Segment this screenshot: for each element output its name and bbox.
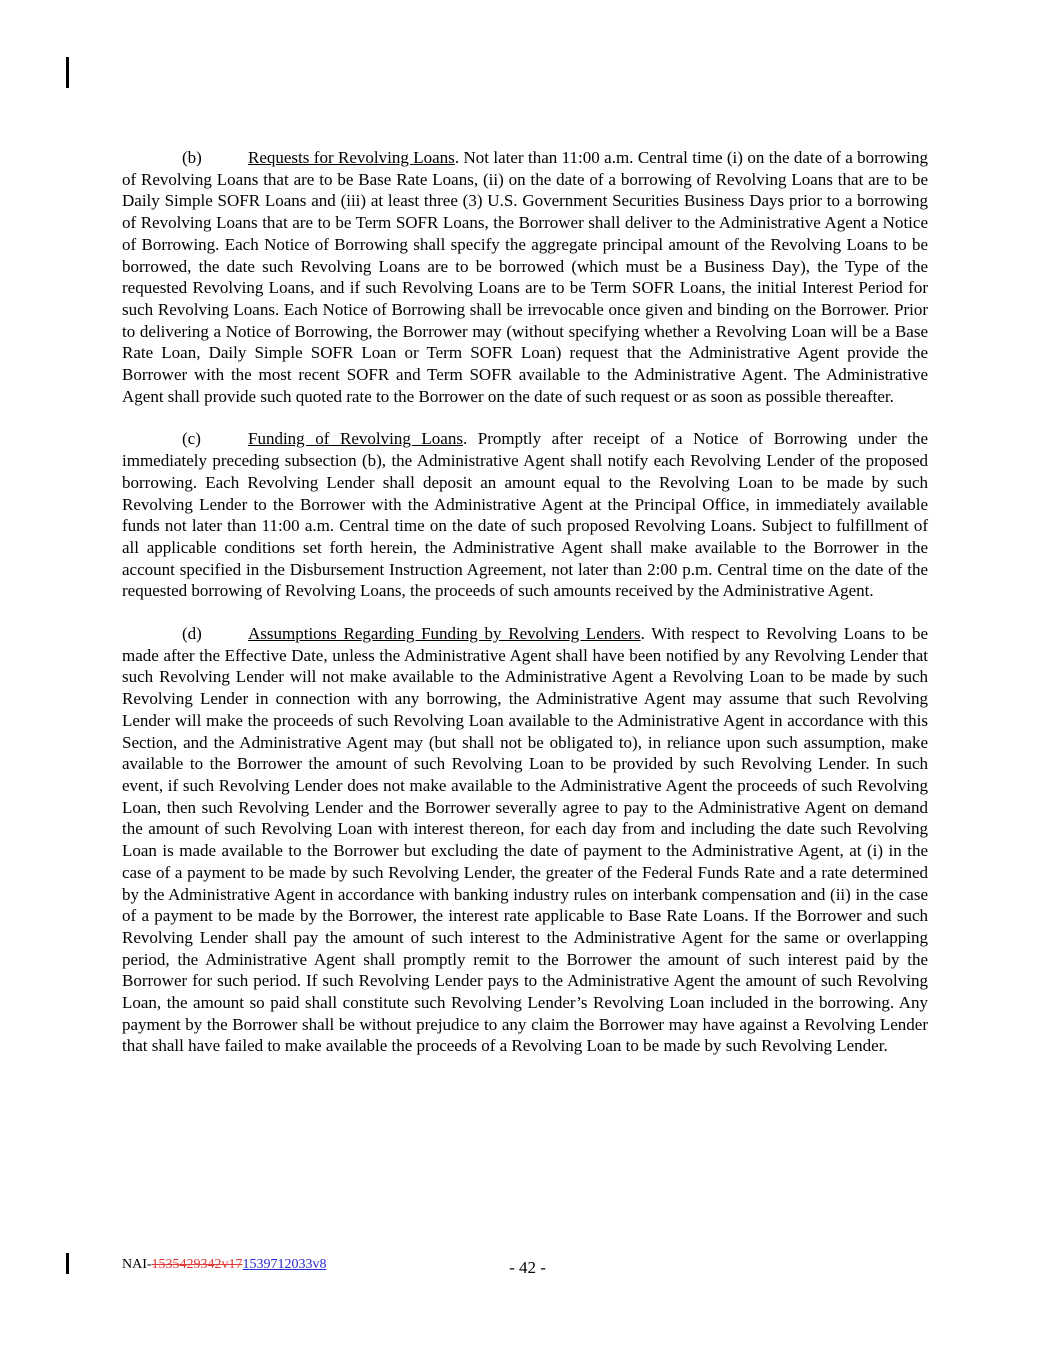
paragraph-b: [122, 147, 928, 407]
doc-id-inserted: 1539712033v8: [242, 1257, 327, 1272]
doc-id-deleted: 1535429342v17: [151, 1257, 243, 1272]
paragraph-d: [122, 623, 928, 1057]
change-bar-top: [66, 57, 69, 88]
paragraph-c: [122, 428, 928, 602]
paragraph-b-label: (b): [182, 148, 202, 167]
doc-id-prefix: NAI-: [122, 1257, 152, 1272]
document-body: [122, 147, 928, 1078]
page-number: - 42 -: [509, 1258, 546, 1277]
paragraph-d-label: (d): [182, 624, 202, 644]
paragraph-b-heading: Requests for Revolving Loans: [248, 148, 455, 167]
paragraph-d-heading: Assumptions Regarding Funding by Revolving Lenders: [248, 624, 641, 644]
paragraph-d-text: . With respect to Revolving Loans to be made after the Effective Date, unless the Administrative Agent shall have been notified by any Revolving Lender that such Revolving Lender will not make available to the Administrative Agent a Revolving Loan to be made by such Revolving Lender in connection with any borrowing, the Administrative Agent may assume that such Revolving Lender will make the proceeds of such Revolving Loan available to the Administrative Agent in accordance with this Section, and the Administrative Agent may (but shall not be obligated to), in reliance upon such assumption, make available to the Borrower the amount of such Revolving Loan to be provided by such Revolving Lender. In such event, if such Revolving Lender does not make available to the Administrative Agent the proceeds of such Revolving Loan, then such Revolving Lender and the Borrower severally agree to pay to the Administrative Agent on demand the amount of such Revolving Loan with interest thereon, for each day from and including the date such Revolving Loan is made available to the Borrower but excluding the date of payment to the Administrative Agent, at (i) in the case of a payment to be made by such Revolving Lender, the greater of the Federal Funds Rate and a rate determined by the Administrative Agent in accordance with banking industry rules on interbank compensation and (ii) in the case of a payment to be made by the Borrower, the interest rate applicable to Base Rate Loans. If the Borrower and such Revolving Lender shall pay the amount of such interest to the Administrative Agent for the same or overlapping period, the Administrative Agent shall promptly remit to the Borrower the amount of such interest paid by the Borrower for such period. If such Revolving Lender pays to the Administrative Agent the amount of such Revolving Loan, the amount so paid shall constitute such Revolving Lender’s Revolving Loan included in the borrowing. Any payment by the Borrower shall be without prejudice to any claim the Borrower may have against a Revolving Lender that shall have failed to make available the proceeds of a Revolving Loan to be made by such Revolving Lender.: [122, 624, 928, 1056]
paragraph-c-label: (c): [182, 429, 201, 449]
paragraph-c-text: . Promptly after receipt of a Notice of Borrowing under the immediately preceding subsection (b), the Administrative Agent shall notify each Revolving Lender of the proposed borrowing. Each Revolving Lender shall deposit an amount equal to the Revolving Loan to be made by such Revolving Lender to the Borrower with the Administrative Agent at the Principal Office, in immediately available funds not later than 11:00 a.m. Central time on the date of such proposed Revolving Loans. Subject to fulfillment of all applicable conditions set forth herein, the Administrative Agent shall make available to the Borrower in the account specified in the Disbursement Instruction Agreement, not later than 2:00 p.m. Central time on the date of the requested borrowing of Revolving Loans, the proceeds of such amounts received by the Administrative Agent.: [122, 429, 929, 601]
paragraph-b-text: . Not later than 11:00 a.m. Central time (i) on the date of a borrowing of Revolving Loans that are to be Base Rate Loans, (ii) on the date of a borrowing of Revolving Loans that are to be Daily Simple SOFR Loans and (iii) at least three (3) U.S. Government Securities Business Days prior to a borrowing of Revolving Loans that are to be Term SOFR Loans, the Borrower shall deliver to the Administrative Agent a Notice of Borrowing. Each Notice of Borrowing shall specify the aggregate principal amount of the Revolving Loans to be borrowed, the date such Revolving Loans are to be borrowed (which must be a Business Day), the Type of the requested Revolving Loans, and if such Revolving Loans are to be Term SOFR Loans, the initial Interest Period for such Revolving Loans. Each Notice of Borrowing shall be irrevocable once given and binding on the Borrower. Prior to delivering a Notice of Borrowing, the Borrower may (without specifying whether a Revolving Loan will be a Base Rate Loan, Daily Simple SOFR Loan or Term SOFR Loan) request that the Administrative Agent provide the Borrower with the most recent SOFR and Term SOFR available to the Administrative Agent. The Administrative Agent shall provide such quoted rate to the Borrower on the date of such request or as soon as possible thereafter.: [122, 148, 928, 406]
paragraph-c-heading: Funding of Revolving Loans: [248, 429, 463, 449]
